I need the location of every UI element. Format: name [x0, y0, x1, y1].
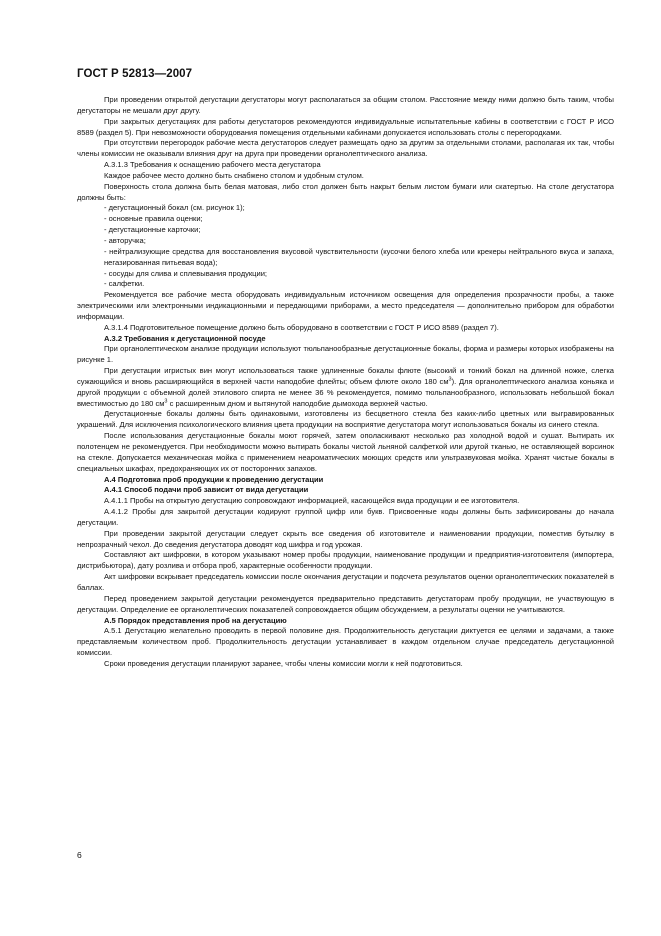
text-run: ). Для органолептического анализа коньяка и другой продукции с объемной долей этилового спирта не менее 36 % рекомендуется, помимо тюльпанообразного, использовать небольшой бокал вместимостью до 180 см [77, 376, 614, 408]
paragraph: После использования дегустационные бокалы моют горячей, затем ополаскивают несколько раз холодной водой и сушат. Вытирать их полотенцем не рекомендуется. При необходимости можно вытирать бокалы чистой льняной салфеткой или другой тканью, не оставляющей ворсинок на стекле. Допускается механическая мойка с применением неароматических моющих средств или ультразвуковая мойка. Хранят чистые бокалы в специальных шкафах, предохраняющих их от посторонних запахов. [77, 431, 614, 473]
text-run: с расширенным дном и вытянутой наподобие дымохода верхней частью. [167, 398, 428, 408]
paragraph: А.4.1.2 Пробы для закрытой дегустации кодируют группой цифр или букв. Присвоенные коды должны быть зафиксированы до начала дегустации. [77, 507, 614, 527]
list-item: - сосуды для слива и сплевывания продукции; [104, 268, 268, 278]
paragraph: При закрытых дегустациях для работы дегустаторов рекомендуются индивидуальные испытательные кабины в соответствии с ГОСТ Р ИСО 8589 (раздел 5). При невозможности оборудования помещения отдельными кабинами допускается использовать столы с перегородками. [77, 116, 614, 137]
text-run: При дегустации игристых вин могут использоваться также удлиненные бокалы флюте (высокий и тонкий бокал на длинной ножке, слегка сужающийся и вновь расширяющийся в верхней части наподобие флейты; объем флюте около 180 см [77, 366, 614, 386]
list-item: - салфетки. [104, 279, 145, 289]
paragraph: Перед проведением закрытой дегустации рекомендуется предварительно представить дегустаторам пробу продукции, не участвующую в дегустации. Определение ее органолептических показателей сопровождается общим обсуждением, а результаты оценки не учитываются. [77, 593, 614, 614]
paragraph-flute [77, 366, 614, 409]
paragraph: Рекомендуется все рабочие места оборудовать индивидуальным источником освещения для определения прозрачности пробы, а также электрическими или электронными индикационными и передающими приборами, а место председателя — дополнительно прибором для обработки информации. [77, 290, 614, 321]
paragraph: Сроки проведения дегустации планируют заранее, чтобы члены комиссии могли к ней подготовиться. [104, 658, 463, 668]
paragraph: Дегустационные бокалы должны быть одинаковыми, изготовлены из бесцветного стекла без каких-либо цветных или выгравированных украшений. Для исключения психологического влияния цвета продукции на восприятие дегустатора могут использоваться бокалы из синего стекла. [77, 409, 614, 430]
paragraph: При отсутствии перегородок рабочие места дегустаторов следует размещать одно за другим за отдельными столами, располагая их так, чтобы члены комиссии не оказывали влияния друг на друга при проведении органолептического анализа. [77, 138, 614, 159]
section-heading-a4: А.4 Подготовка проб продукции к проведению дегустации [104, 474, 324, 484]
list-item: - дегустационные карточки; [104, 225, 201, 235]
paragraph: При проведении закрытой дегустации следует скрыть все сведения об изготовителе и наименовании продукции, поместив бутылку в непрозрачный чехол. До сведения дегустатора доводят код шифра и год урожая. [77, 528, 614, 549]
document-header: ГОСТ Р 52813—2007 [77, 68, 193, 80]
paragraph: А.4.1.1 Пробы на открытую дегустацию сопровождают информацией, касающейся вида продукции и ее изготовителя. [104, 496, 520, 506]
superscript: 3 [164, 398, 168, 405]
section-heading-a313: А.3.1.3 Требования к оснащению рабочего места дегустатора [104, 160, 321, 170]
paragraph: Поверхность стола должна быть белая матовая, либо стол должен быть накрыт белым листом бумаги или скатертью. На столе дегустатора должны быть: [77, 181, 614, 202]
list-item: - дегустационный бокал (см. рисунок 1); [104, 203, 245, 213]
section-heading-a32: А.3.2 Требования к дегустационной посуде [104, 333, 266, 343]
paragraph: Акт шифровки вскрывает председатель комиссии после окончания дегустации и подсчета результатов оценки органолептических показателей в баллах. [77, 572, 614, 592]
paragraph: Составляют акт шифровки, в котором указывают номер пробы продукции, наименование продукции и предприятия-изготовителя (импортера, дистрибьютора), дату розлива и отбора проб, характерные особенности продукции. [77, 550, 614, 571]
section-heading-a5: А.5 Порядок представления проб на дегустацию [104, 615, 287, 625]
page-number: 6 [77, 850, 82, 860]
superscript: 3 [448, 376, 452, 383]
list-item: - авторучка; [104, 235, 146, 245]
document-body [77, 95, 614, 670]
paragraph: А.3.1.4 Подготовительное помещение должно быть оборудовано в соответствии с ГОСТ Р ИСО 8589 (раздел 7). [104, 322, 499, 332]
paragraph: Каждое рабочее место должно быть снабжено столом и удобным стулом. [104, 170, 364, 180]
section-heading-a41: А.4.1 Способ подачи проб зависит от вида дегустации [104, 485, 309, 495]
paragraph: При органолептическом анализе продукции используют тюльпанообразные дегустационные бокалы, форма и размеры которых изображены на рисунке 1. [77, 344, 614, 365]
list-item: - нейтрализующие средства для восстановления вкусовой чувствительности (кусочки белого хлеба или крекеры нейтрального вкуса и запаха, негазированная питьевая вода); [104, 246, 614, 267]
paragraph: При проведении открытой дегустации дегустаторы могут располагаться за общим столом. Расстояние между ними должно быть таким, чтобы дегустаторы не мешали друг другу. [77, 95, 614, 115]
paragraph: А.5.1 Дегустацию желательно проводить в первой половине дня. Продолжительность дегустации диктуется ее целями и задачами, а также представляемым количеством проб. Продолжительность дегустации устанавливает в каждом отдельном случае председатель дегустационной комиссии. [77, 626, 614, 658]
list-item: - основные правила оценки; [104, 214, 203, 224]
